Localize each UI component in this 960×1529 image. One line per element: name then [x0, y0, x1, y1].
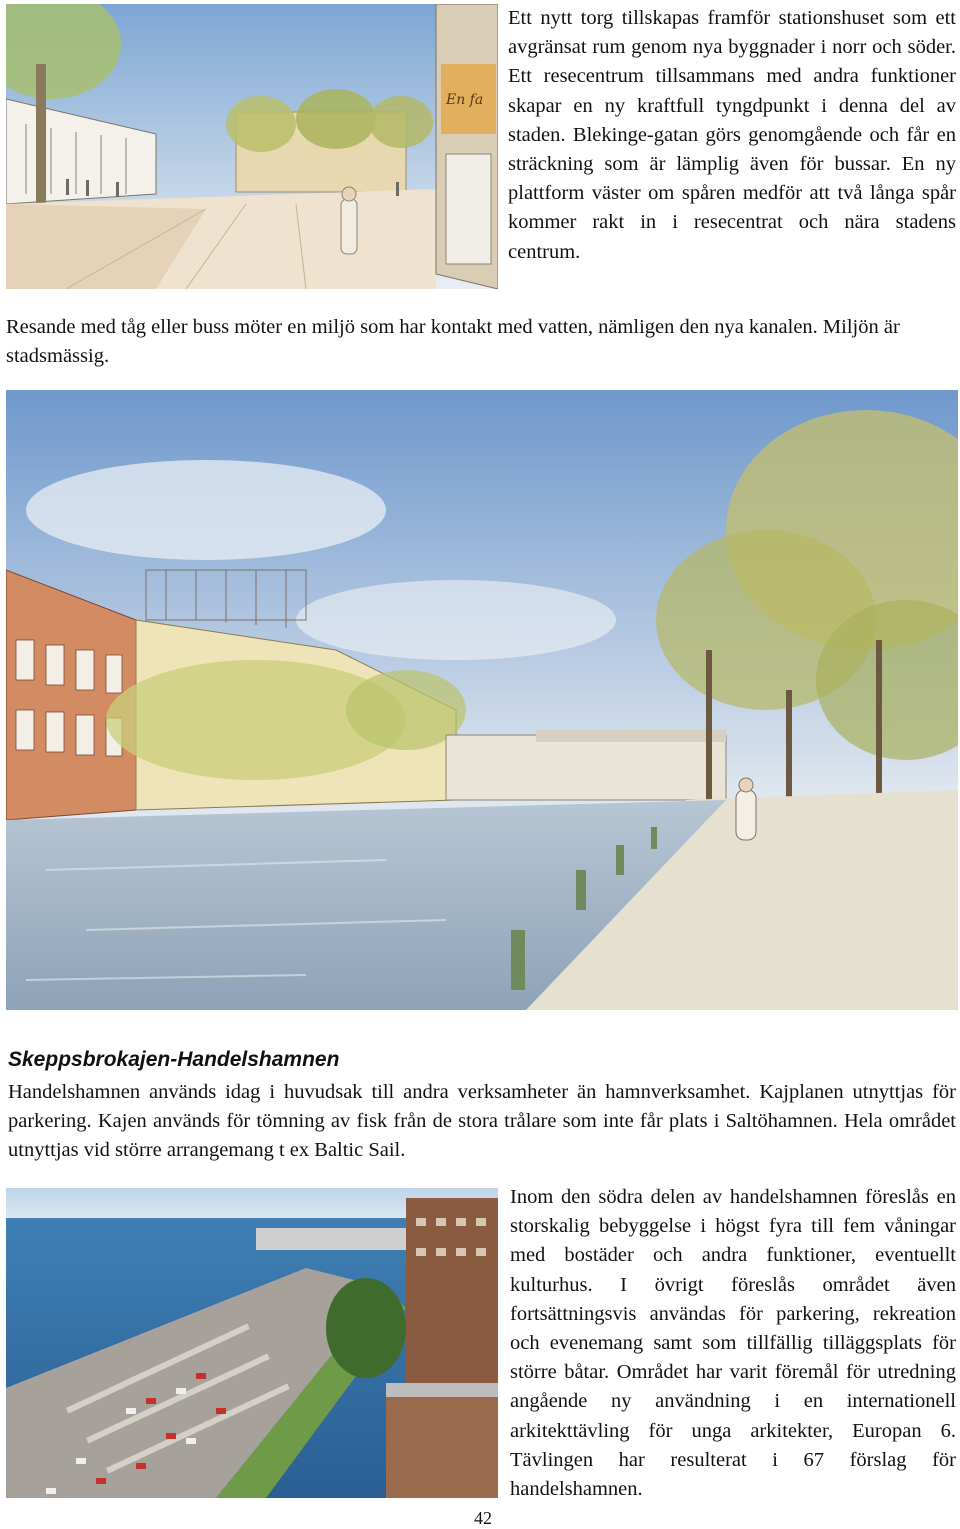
canal-illustration: [6, 390, 958, 1010]
station-sign-text: En fa: [446, 92, 484, 108]
harbour-aerial-photo: [6, 1188, 498, 1498]
harbour-body-paragraph: Inom den södra delen av handelshamnen föreslås en storskalig bebyggelse i högst fyra till fem våningar med bostäder och andra funktioner, eventuellt kulturhus. I övrigt föreslås området även fortsättningsvis användas för parkering, rekreation och evenemang samt som tillfällig tilläggsplats för större båtar. Området har varit föremål för utredning angående ny användning i en internationell arkitekttävling för unga arkitekter, Europan 6. Tävlingen har resulterat i 67 förslag för handelshamnen.: [510, 1186, 956, 1501]
station-caption: Ett nytt torg tillskapas framför stationshuset som ett avgränsat rum genom nya byggnader i norr och söder. Ett resecentrum tillsammans med andra funktioner skapar en ny kraftfull tyngdpunkt i denna del av staden. Blekinge-gatan görs genomgående och får en sträckning som är lämplig även för bussar. En ny plattform väster om spåren medför att två långa spår kommer rakt in i resecentrat och nära stadens centrum.: [508, 7, 956, 263]
harbour-intro-paragraph: Handelshamnen används idag i huvudsak till andra verksamheter än hamnverksamhet. Kajplanen utnyttjas för parkering. Kajen används för tömning av fisk från de stora trålare som inte får plats i Saltöhamnen. Hela området utnyttjas vid större arrangemang t ex Baltic Sail.: [8, 1081, 956, 1162]
canal-paragraph: Resande med tåg eller buss möter en miljö som har kontakt med vatten, nämligen den nya kanalen. Miljön är stadsmässig.: [6, 316, 900, 368]
harbour-heading: Skeppsbrokajen-Handelshamnen: [8, 1048, 340, 1071]
station-square-illustration: [6, 4, 498, 289]
page-number: 42: [474, 1508, 492, 1528]
